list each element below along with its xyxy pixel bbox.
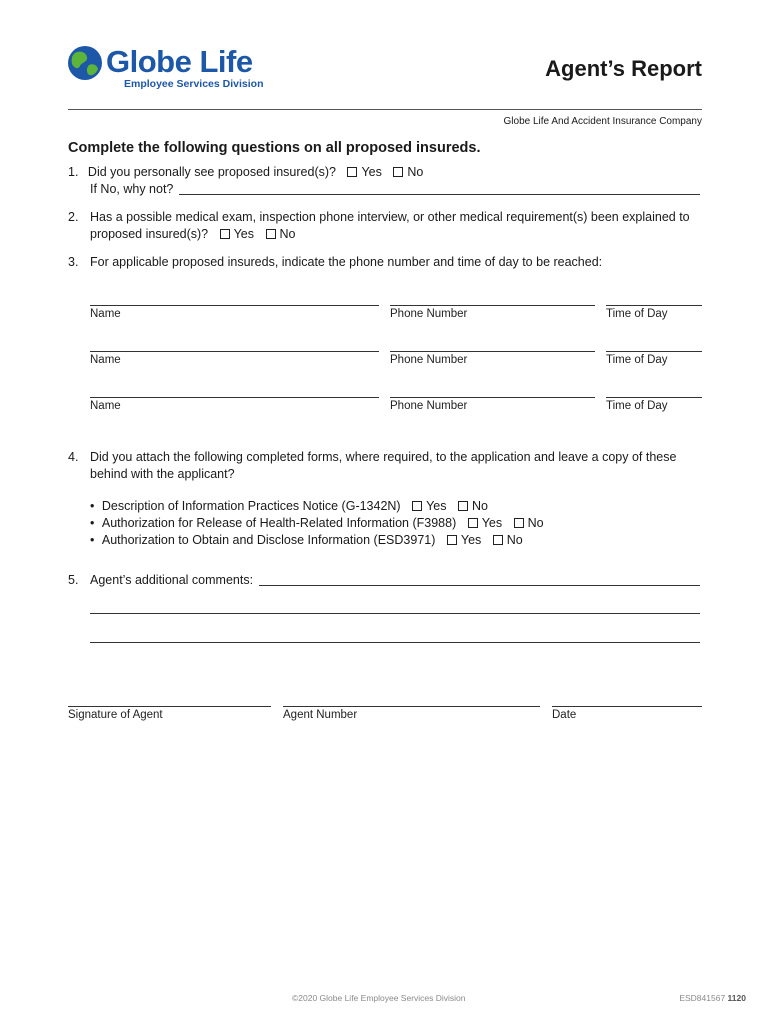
question-text: proposed insured(s)? <box>90 227 209 241</box>
form-name: Description of Information Practices Notice (G-1342N) <box>101 499 401 513</box>
list-item <box>90 516 544 530</box>
question-5-number: 5. <box>68 573 79 587</box>
signature-field[interactable] <box>68 706 271 707</box>
form2-no-checkbox[interactable] <box>514 518 524 528</box>
logo <box>66 44 266 92</box>
question-3-number: 3. <box>68 255 79 269</box>
name-label: Name <box>90 354 121 366</box>
list-item <box>90 533 523 547</box>
form3-yes-checkbox[interactable] <box>447 535 457 545</box>
phone-label: Phone Number <box>390 308 468 320</box>
phone-field[interactable] <box>390 351 595 352</box>
comments-field[interactable] <box>90 613 700 614</box>
question-number: 1. <box>68 165 79 179</box>
time-field[interactable] <box>606 351 702 352</box>
date-field[interactable] <box>552 706 702 707</box>
question-4-text-cont: behind with the applicant? <box>90 467 235 481</box>
agent-number-field[interactable] <box>283 706 540 707</box>
name-field[interactable] <box>90 397 379 398</box>
q1-yes-label: Yes <box>361 165 382 179</box>
form-revision: 1120 <box>727 993 746 1003</box>
question-2-number: 2. <box>68 210 79 224</box>
comments-field[interactable] <box>90 642 700 643</box>
form2-yes-checkbox[interactable] <box>468 518 478 528</box>
question-5-text: Agent’s additional comments: <box>90 573 254 587</box>
time-label: Time of Day <box>606 400 668 412</box>
phone-field[interactable] <box>390 397 595 398</box>
form-code-number: ESD841567 <box>679 993 726 1003</box>
no-label: No <box>506 533 523 547</box>
form-name: Authorization to Obtain and Disclose Information (ESD3971) <box>101 533 436 547</box>
header-divider <box>68 109 702 110</box>
date-label: Date <box>552 709 577 721</box>
time-label: Time of Day <box>606 354 668 366</box>
question-3-text: For applicable proposed insureds, indicate the phone number and time of day to be reached: <box>90 255 603 269</box>
form1-yes-checkbox[interactable] <box>412 501 422 511</box>
q2-no-checkbox[interactable] <box>266 229 276 239</box>
logo-subtitle: Employee Services Division <box>124 78 264 90</box>
name-field[interactable] <box>90 305 379 306</box>
q2-yes-checkbox[interactable] <box>220 229 230 239</box>
yes-label: Yes <box>426 499 447 513</box>
name-label: Name <box>90 308 121 320</box>
q1-followup-field[interactable] <box>179 194 700 195</box>
name-label: Name <box>90 400 121 412</box>
form3-no-checkbox[interactable] <box>493 535 503 545</box>
no-label: No <box>527 516 544 530</box>
form-name: Authorization for Release of Health-Related Information (F3988) <box>101 516 457 530</box>
question-2-text: Has a possible medical exam, inspection phone interview, or other medical requirement(s) been explained to <box>90 210 690 224</box>
company-name: Globe Life And Accident Insurance Company <box>503 116 702 127</box>
question-4-text: Did you attach the following completed forms, where required, to the application and leave a copy of these <box>90 450 677 464</box>
bullet-icon: • <box>90 516 95 530</box>
no-label: No <box>471 499 488 513</box>
q2-no-label: No <box>279 227 296 241</box>
list-item <box>90 499 488 513</box>
q2-yes-label: Yes <box>233 227 255 241</box>
form1-no-checkbox[interactable] <box>458 501 468 511</box>
logo-name: Globe Life <box>106 44 253 79</box>
copyright: ©2020 Globe Life Employee Services Division <box>292 993 466 1003</box>
bullet-icon: • <box>90 499 95 513</box>
question-4-number: 4. <box>68 450 79 464</box>
agent-number-label: Agent Number <box>283 709 358 721</box>
time-label: Time of Day <box>606 308 668 320</box>
q1-no-checkbox[interactable] <box>393 167 403 177</box>
yes-label: Yes <box>460 533 482 547</box>
name-field[interactable] <box>90 351 379 352</box>
question-1 <box>68 164 423 181</box>
form-code <box>679 993 746 1003</box>
instructions-heading: Complete the following questions on all proposed insureds. <box>68 140 481 156</box>
signature-label: Signature of Agent <box>68 709 163 721</box>
globe-icon <box>66 44 104 82</box>
phone-label: Phone Number <box>390 400 468 412</box>
q1-followup-label: If No, why not? <box>90 182 174 196</box>
q1-yes-checkbox[interactable] <box>347 167 357 177</box>
question-2-options <box>90 226 295 243</box>
phone-field[interactable] <box>390 305 595 306</box>
phone-label: Phone Number <box>390 354 468 366</box>
question-text: Did you personally see proposed insured(s)? <box>87 165 336 179</box>
comments-field[interactable] <box>259 585 700 586</box>
bullet-icon: • <box>90 533 95 547</box>
time-field[interactable] <box>606 305 702 306</box>
time-field[interactable] <box>606 397 702 398</box>
page-title: Agent’s Report <box>545 56 702 81</box>
q1-no-label: No <box>407 165 424 179</box>
yes-label: Yes <box>481 516 503 530</box>
